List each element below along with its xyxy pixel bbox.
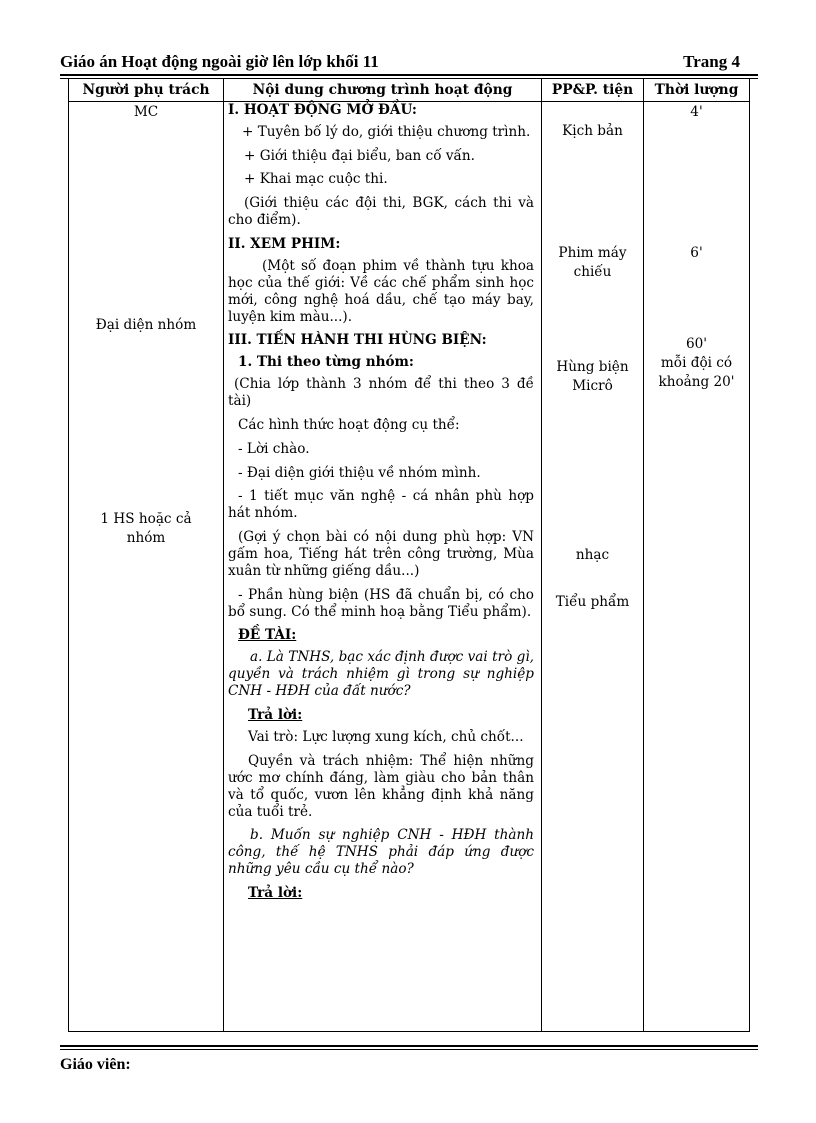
duration-per-team-line1: mỗi đội có [660, 355, 733, 371]
content-item: - Đại diện giới thiệu về nhóm mình. [238, 464, 481, 481]
header-rule [60, 74, 758, 76]
content-item: Các hình thức hoạt động cụ thể: [238, 417, 460, 434]
header-methods: PP&P. tiện [542, 79, 644, 102]
section-opening: I. HOẠT ĐỘNG MỞ ĐẦU: [228, 102, 417, 118]
person-students-line1: 1 HS hoặc cả [100, 511, 192, 527]
content-item: Quyền và trách nhiệm: Thể hiện những ước mơ chính đáng, làm giàu cho bản thân và tổ quốc, vươn lên khẳng định khả năng của tuổi trẻ. [228, 752, 534, 820]
section-debate: III. TIẾN HÀNH THI HÙNG BIỆN: [228, 332, 487, 349]
duration-debate: 60' [685, 336, 708, 352]
duration-opening: 4' [690, 104, 703, 120]
answer-heading: Trả lời: [248, 706, 303, 723]
person-students-line2: nhóm [126, 530, 166, 546]
method-skit: Tiểu phẩm [555, 594, 630, 610]
topic-a: a. Là TNHS, bạc xác định được vai trò gì, quyền và trách nhiệm gì trong sự nghiệp CNH - HĐH của đất nước? [228, 649, 534, 700]
method-music: nhạc [575, 547, 610, 563]
teacher-label: Giáo viên: [60, 1056, 131, 1073]
header-person-in-charge: Người phụ trách [69, 79, 224, 102]
methods-column [542, 102, 644, 1032]
topic-b: b. Muốn sự nghiệp CNH - HĐH thành công, thế hệ TNHS phải đáp ứng được những yêu cầu cụ thể nào? [228, 827, 534, 878]
content-item: (Chia lớp thành 3 nhóm để thi theo 3 đề tài) [228, 376, 534, 410]
section-film: II. XEM PHIM: [228, 235, 341, 252]
method-debate-line1: Hùng biện [556, 359, 629, 375]
method-debate-line2: Micrô [572, 378, 613, 394]
header-duration: Thời lượng [644, 79, 750, 102]
duration-column [644, 102, 750, 1032]
subsection-groups: 1. Thi theo từng nhóm: [238, 354, 414, 371]
table-header-row [69, 79, 750, 102]
duration-film: 6' [690, 245, 703, 261]
answer-heading: Trả lời: [248, 885, 303, 901]
content-item: Vai trò: Lực lượng xung kích, chủ chốt... [248, 728, 524, 745]
content-item: + Giới thiệu đại biểu, ban cố vấn. [244, 147, 475, 164]
document-title: Giáo án Hoạt động ngoài giờ lên lớp khối 11 [60, 52, 379, 71]
method-film-line2: chiếu [573, 264, 612, 280]
person-mc: MC [133, 104, 159, 120]
activity-table [68, 78, 750, 1032]
footer-rule-thin [60, 1049, 758, 1050]
content-item: (Gợi ý chọn bài có nội dung phù hợp: VN gấm hoa, Tiếng hát trên công trường, Mùa xuân từ những giếng dầu...) [228, 528, 534, 579]
footer-rule [60, 1045, 758, 1047]
content-item: + Khai mạc cuộc thi. [244, 171, 388, 188]
topics-heading: ĐỀ TÀI: [238, 627, 297, 644]
content-item: - Phần hùng biện (HS đã chuẩn bị, có cho bổ sung. Có thể minh hoạ bằng Tiểu phẩm). [228, 586, 534, 620]
person-column [69, 102, 224, 1032]
table-row [69, 102, 750, 1032]
page-number: Trang 4 [683, 52, 740, 71]
method-film-line1: Phim máy [558, 245, 627, 261]
method-script: Kịch bản [562, 123, 623, 139]
page-header [60, 52, 740, 74]
duration-per-team-line2: khoảng 20' [658, 374, 735, 390]
header-content: Nội dung chương trình hoạt động [224, 79, 542, 102]
content-item: - 1 tiết mục văn nghệ - cá nhân phù hợp hát nhóm. [228, 488, 534, 522]
person-group-rep: Đại diện nhóm [95, 317, 197, 333]
content-item: (Giới thiệu các đội thi, BGK, cách thi và cho điểm). [228, 195, 534, 229]
content-item: + Tuyên bố lý do, giới thiệu chương trình. [242, 124, 531, 140]
content-column [224, 102, 542, 1032]
content-item: - Lời chào. [238, 440, 310, 457]
content-item: (Một số đoạn phim về thành tựu khoa học của thế giới: Về các chế phẩm sinh học mới, công nghệ hoá dầu, chế tạo máy bay, luyện kim màu...). [228, 257, 534, 325]
